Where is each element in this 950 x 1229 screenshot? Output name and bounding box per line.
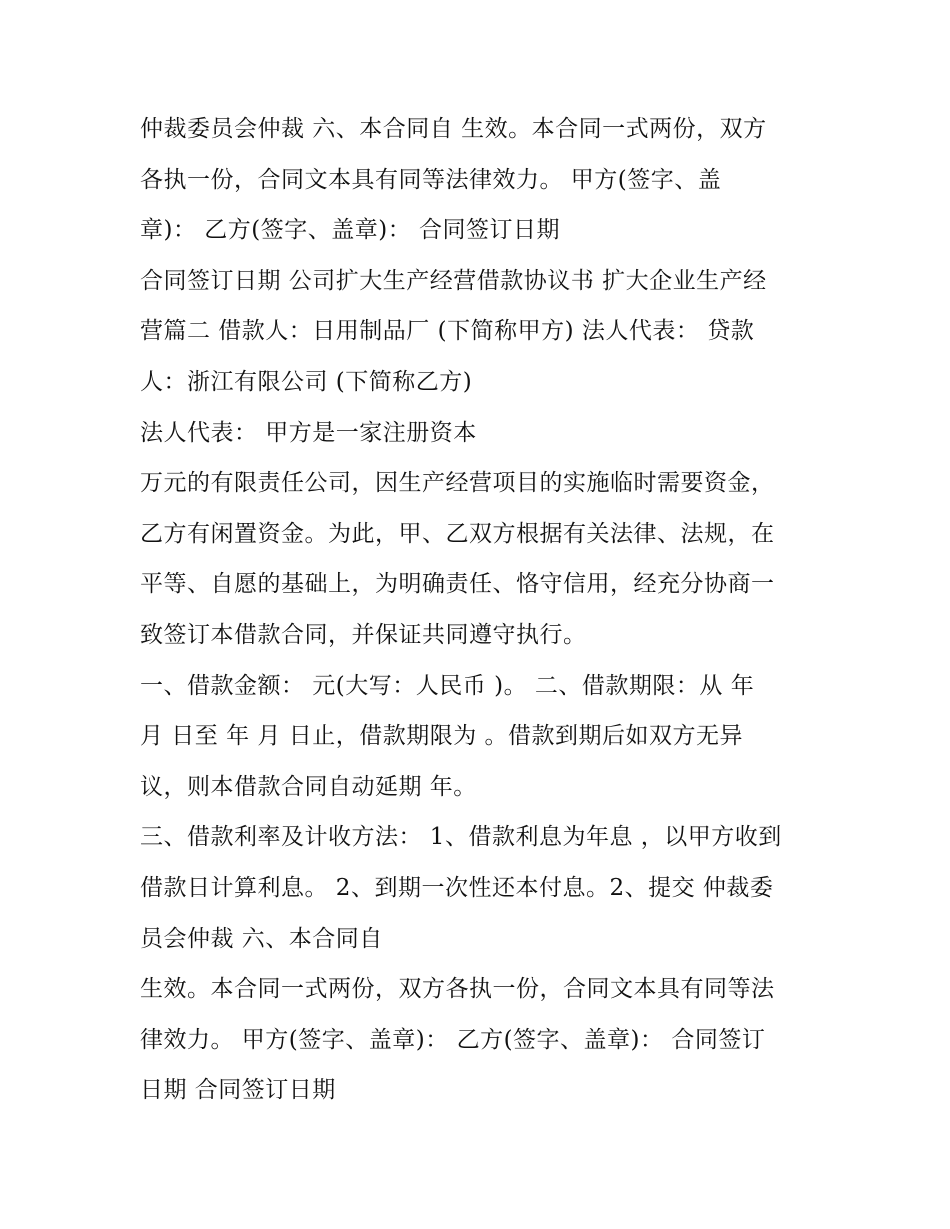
text-line: 日期 合同签订日期 xyxy=(140,1077,336,1104)
text-line: 合同签订日期 公司扩大生产经营借款协议书 扩大企业生产经 xyxy=(140,267,767,294)
text-line: 平等、自愿的基础上，为明确责任、恪守信用，经充分协商一 xyxy=(140,571,775,598)
text-line: 乙方有闲置资金。为此，甲、乙双方根据有关法律、法规，在 xyxy=(140,520,775,547)
text-line: 万元的有限责任公司，因生产经营项目的实施临时需要资金， xyxy=(140,470,775,497)
text-line: 议，则本借款合同自动延期 年。 xyxy=(140,773,477,800)
text-line: 营篇二 借款人：日用制品厂 (下简称甲方) 法人代表： 贷款 xyxy=(140,318,755,345)
text-line: 仲裁委员会仲裁 六、本合同自 生效。本合同一式两份，双方 xyxy=(140,116,767,142)
text-line: 生效。本合同一式两份，双方各执一份，合同文本具有同等法 xyxy=(140,976,775,1003)
text-line: 法人代表： 甲方是一家注册资本 xyxy=(140,419,477,446)
text-line: 一、借款金额： 元(大写：人民币 )。 二、借款期限：从 年 xyxy=(140,672,755,699)
text-line: 借款日计算利息。 2、到期一次性还本付息。2、提交 仲裁委 xyxy=(140,874,774,901)
text-line: 员会仲裁 六、本合同自 xyxy=(140,925,383,952)
text-line: 律效力。 甲方(签字、盖章)： 乙方(签字、盖章)： 合同签订 xyxy=(140,1026,766,1053)
text-line: 月 日至 年 月 日止，借款期限为 。借款到期后如双方无异 xyxy=(140,723,744,750)
text-line: 各执一份，合同文本具有同等法律效力。 甲方(签字、盖 xyxy=(140,166,722,193)
text-line: 致签订本借款合同，并保证共同遵守执行。 xyxy=(140,621,587,648)
text-line: 三、借款利率及计收方法： 1、借款利息为年息 ，以甲方收到 xyxy=(140,824,782,851)
text-line: 人：浙江有限公司 (下简称乙方) xyxy=(140,368,473,395)
document-body xyxy=(140,104,830,1116)
text-line: 章)： 乙方(签字、盖章)： 合同签订日期 xyxy=(140,217,561,244)
